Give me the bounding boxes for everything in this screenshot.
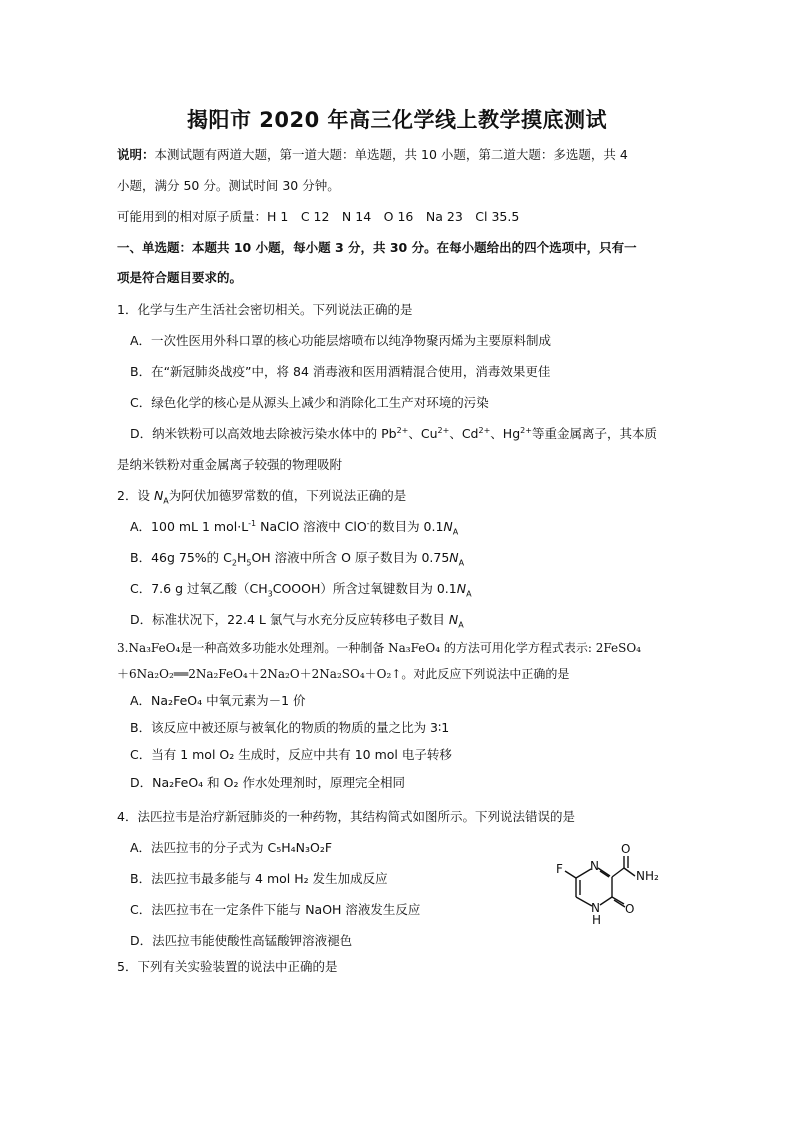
atom-n2: N	[591, 901, 600, 915]
q4-stem: 4．法匹拉韦是治疗新冠肺炎的一种药物，其结构简式如图所示。下列说法错误的是	[117, 809, 575, 824]
q3-option-a: A．Na₂FeO₄ 中氧元素为－1 价	[130, 693, 306, 708]
note-label: 说明：	[117, 147, 155, 162]
q2-b-pre: B．46g 75%的 C	[130, 550, 232, 565]
q2-b-sub: 5	[246, 558, 252, 568]
q2-option-d	[130, 612, 464, 628]
q2-option-b	[130, 550, 464, 566]
q2-c-sub: 3	[267, 589, 273, 599]
favipiravir-structure	[532, 838, 662, 928]
section1-heading-line1: 一、单选题：本题共 10 小题，每小题 3 分，共 30 分。在每小题给出的四个选项中，只有一	[117, 240, 637, 255]
q2-c-pre: C．7.6 g 过氧乙酸（CH	[130, 581, 268, 596]
group-nh2: NH₂	[636, 869, 659, 883]
q4-option-b: B．法匹拉韦最多能与 4 mol H₂ 发生加成反应	[130, 871, 388, 886]
q2-a-mid: NaClO 溶液中 ClO	[256, 519, 367, 534]
avogadro-sub: A	[452, 527, 459, 537]
q1-option-d	[130, 426, 657, 442]
q5-stem: 5．下列有关实验装置的说法中正确的是	[117, 959, 338, 974]
q2-d-pre: D．标准状况下，22.4 L 氯气与水充分反应转移电子数目	[130, 612, 449, 627]
q2-c-post: COOOH）所含过氧键数目为 0.1	[272, 581, 457, 596]
q1-d-pre: D．纳米铁粉可以高效地去除被污染水体中的 Pb	[130, 426, 397, 441]
avogadro-symbol: N	[153, 488, 164, 503]
q2-b-post: OH 溶液中所含 O 原子数目为 0.75	[251, 550, 450, 565]
q1-stem: 1．化学与生产生活社会密切相关。下列说法正确的是	[117, 302, 413, 317]
atom-n1: N	[590, 859, 599, 873]
q4-option-c: C．法匹拉韦在一定条件下能与 NaOH 溶液发生反应	[130, 902, 421, 917]
atom-o2: O	[625, 902, 635, 916]
q2-b-mid: H	[236, 550, 247, 565]
q1-option-b: B．在“新冠肺炎战疫”中，将 84 消毒液和医用酒精混合使用，消毒效果更佳	[130, 364, 551, 379]
q1-d-ion: 2+	[478, 425, 491, 435]
avogadro-symbol: N	[448, 612, 459, 627]
avogadro-sub: A	[163, 496, 169, 506]
q1-d-ion: 2+	[437, 425, 450, 435]
q1-d-ion: 、Cd	[449, 426, 479, 441]
avogadro-sub: A	[458, 558, 465, 568]
q1-option-a: A．一次性医用外科口罩的核心功能层熔喷布以纯净物聚丙烯为主要原料制成	[130, 333, 552, 348]
q2-a-sup: -1	[248, 518, 257, 528]
q2-a-post: 的数目为 0.1	[369, 519, 444, 534]
q2-stem-post: 为阿伏加德罗常数的值，下列说法正确的是	[168, 488, 407, 503]
q1-d-ion: 2+	[396, 425, 409, 435]
q2-stem	[117, 488, 406, 504]
q3-stem-line1: 3.Na₃FeO₄是一种高效多功能水处理剂。一种制备 Na₃FeO₄ 的方法可用化学方程式表示: 2FeSO₄	[117, 641, 641, 655]
atom-f: F	[556, 862, 563, 876]
avogadro-symbol: N	[443, 519, 453, 534]
q2-a-pre: A．100 mL 1 mol·L	[130, 519, 249, 534]
q1-d-ion: 、Cu	[408, 426, 438, 441]
q4-option-a: A．法匹拉韦的分子式为 C₅H₄N₃O₂F	[130, 840, 333, 855]
q3-option-c: C．当有 1 mol O₂ 生成时，反应中共有 10 mol 电子转移	[130, 747, 452, 762]
section1-heading-line2: 项是符合题目要求的。	[117, 270, 243, 285]
q1-d-ion: 2+	[520, 425, 532, 435]
avogadro-symbol: N	[456, 581, 467, 596]
page-title: 揭阳市 2020 年高三化学线上教学摸底测试	[186, 108, 608, 132]
q1-d-post: 等重金属离子，其本质	[531, 426, 657, 441]
molecule-bonds	[565, 856, 635, 907]
q2-stem-pre: 2．设	[117, 488, 154, 503]
q2-a-sup2: -	[366, 518, 370, 528]
q3-stem-line2: ＋6Na₂O₂══2Na₂FeO₄＋2Na₂O＋2Na₂SO₄＋O₂↑。对此反应下列说法中正确的是	[117, 667, 570, 681]
note-text: 本测试题有两道大题，第一道大题：单选题，共 10 小题，第二道大题：多选题，共 4	[154, 147, 628, 162]
avogadro-sub: A	[458, 620, 464, 630]
q2-option-a	[130, 519, 458, 535]
atom-o1: O	[621, 842, 631, 856]
intro-note-line2: 小题，满分 50 分。测试时间 30 分钟。	[117, 178, 340, 193]
q3-option-b: B．该反应中被还原与被氧化的物质的物质的量之比为 3∶1	[130, 720, 450, 735]
intro-note-line1	[117, 147, 628, 163]
q1-d-ion: 、Hg	[490, 426, 521, 441]
q2-option-c	[130, 581, 472, 597]
q1-option-d-line2: 是纳米铁粉对重金属离子较强的物理吸附	[117, 457, 343, 472]
avogadro-sub: A	[466, 589, 472, 599]
q4-option-d: D．法匹拉韦能使酸性高锰酸钾溶液褪色	[130, 933, 353, 948]
q3-option-d: D．Na₂FeO₄ 和 O₂ 作水处理剂时，原理完全相同	[130, 775, 405, 790]
atomic-mass-line: 可能用到的相对原子质量：H 1 C 12 N 14 O 16 Na 23 Cl 35.5	[117, 209, 520, 224]
q1-option-c: C．绿色化学的核心是从源头上减少和消除化工生产对环境的污染	[130, 395, 489, 410]
q2-b-sub: 2	[231, 558, 237, 568]
avogadro-symbol: N	[449, 550, 459, 565]
atom-h: H	[592, 913, 602, 927]
